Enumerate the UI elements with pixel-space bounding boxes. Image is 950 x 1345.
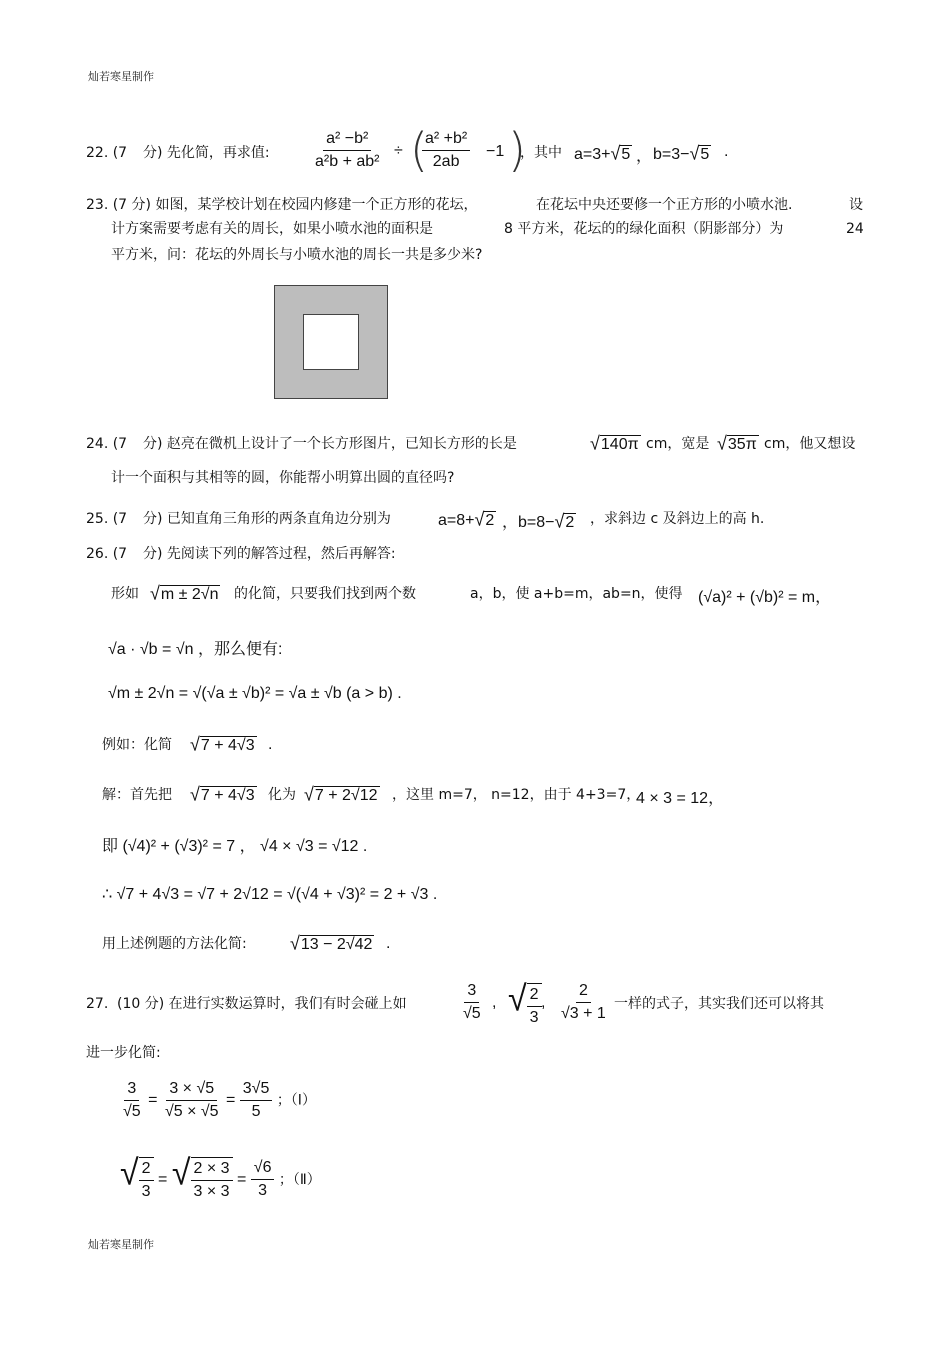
q26-line-6: 即 (√4)² + (√3)² = 7 ， √4 × √3 = √12 . — [102, 838, 368, 855]
q27-number: 27. — [86, 996, 109, 1012]
q24-length: √140π — [590, 432, 639, 454]
q27-example-fraction-2: √ $\frac{2}{3}$ — [508, 980, 542, 1029]
q27-text-1: (10 分) 在进行实数运算时，我们有时会碰上如 — [117, 996, 407, 1012]
q22-frac1-denominator: a²b + ab² — [315, 153, 380, 170]
q22-end: . — [724, 143, 729, 160]
q26-line-2: √a · √b = √n ，那么便有: — [108, 641, 283, 658]
q27-tag-2: ；（Ⅱ） — [278, 1171, 321, 1187]
q27-comma-1: , — [492, 994, 497, 1011]
q26-line-1d: (√a)² + (√b)² = m， — [698, 589, 832, 606]
q22-minus-one: −1 — [486, 143, 505, 160]
q27-equation-1: $\frac{3}{√5}$ = $\frac{3 \times √5}{√5 \times √5}$ = $\frac{3√5}{5}$ ；（Ⅰ） — [123, 1080, 316, 1120]
q23-line-1c: 设 — [849, 197, 863, 213]
q26-line-1a: 形如 — [111, 586, 139, 602]
q22-frac2-numerator: a² +b² — [422, 128, 470, 151]
q23-line-2c: 24 — [846, 221, 864, 237]
q22-left-paren: ( — [410, 123, 428, 177]
q27-line-2: 进一步化简: — [86, 1045, 161, 1061]
q22-b-value: b=3−√5 — [653, 142, 710, 164]
q22-instruction: 分) 先化简，再求值: — [143, 145, 270, 161]
q26-example-end: . — [268, 736, 273, 753]
q26-solution-b: 化为 — [268, 787, 296, 803]
q22-separator: ， — [636, 148, 653, 165]
q24-unit-2: cm，他又想设 — [764, 436, 856, 452]
q22-frac1-numerator: a² −b² — [323, 128, 371, 151]
q23-line-1b: 在花坛中央还要修一个正方形的小喷水池. — [536, 197, 793, 213]
q26-solution-radical-1: √7 + 4√3 — [190, 783, 255, 805]
q23-line-2b: 8 平方米，花坛的的绿化面积（阴影部分）为 — [504, 221, 784, 237]
q26-line-1b: 的化简，只要我们找到两个数 — [234, 586, 416, 602]
q25-b-value: ，b=8−√2 — [502, 510, 575, 532]
q26-line-1-radical: √m ± 2√n — [150, 582, 219, 604]
q25-a-value: a=8+√2 — [438, 508, 495, 530]
q22-a-value: a=3+√5 — [574, 142, 631, 164]
q26-solution-d: 4 × 3 = 12， — [636, 790, 725, 807]
q24-unit-1: cm，宽是 — [646, 436, 710, 452]
q27-text-2: 一样的式子，其实我们还可以将其 — [614, 996, 824, 1012]
q26-example-label: 例如：化简 — [102, 737, 172, 753]
q22-where: ，其中 — [520, 145, 562, 161]
q25-text-2: ，求斜边 c 及斜边上的高 h. — [590, 511, 765, 527]
q22-right-paren: ) — [508, 123, 526, 177]
q26-line-7: ∴ √7 + 4√3 = √7 + 2√12 = √(√4 + √3)² = 2 + √3 . — [102, 886, 438, 903]
q24-line-2: 计一个面积与其相等的圆，你能帮小明算出圆的直径吗? — [111, 470, 455, 486]
q24-width: √35π — [717, 432, 757, 454]
q27-example-fraction-1: $\frac{3}{√5}$ — [463, 982, 481, 1022]
q26-task-end: . — [386, 935, 391, 952]
q26-number: 26. (7 — [86, 546, 128, 562]
footer-maker: 灿若寒星制作 — [88, 1238, 154, 1251]
q23-line-3: 平方米，问：花坛的外周长与小喷水池的周长一共是多少米? — [111, 247, 483, 263]
q27-example-fraction-3: $\frac{2}{√3 + 1}$ — [561, 982, 606, 1022]
q26-line-1c: a，b，使 a+b=m，ab=n，使得 — [470, 586, 683, 602]
q26-solution-radical-2: √7 + 2√12 — [304, 783, 378, 805]
q26-task-radical: √13 − 2√42 — [290, 932, 373, 954]
q22-fraction-1 — [312, 128, 382, 173]
q25-text-1: 分) 已知直角三角形的两条直角边分别为 — [143, 511, 391, 527]
q22-fraction-2 — [422, 128, 470, 173]
q26-line-3: √m ± 2√n = √(√a ± √b)² = √a ± √b (a > b) . — [108, 685, 402, 702]
q26-text-1: 分) 先阅读下列的解答过程，然后再解答: — [143, 546, 396, 562]
q22-number: 22. (7 — [86, 145, 128, 161]
q24-number: 24. (7 — [86, 436, 128, 452]
flower-bed-figure — [274, 285, 388, 399]
q26-task-label: 用上述例题的方法化简: — [102, 936, 247, 952]
q27-equation-2: √ $\frac{2}{3}$ = √ $\frac{2 \times 3}{3 \times 3}$ = $\frac{√6}{3}$ ；（Ⅱ） — [120, 1153, 321, 1200]
q22-frac2-denominator: 2ab — [432, 153, 460, 170]
q25-number: 25. (7 — [86, 511, 128, 527]
q23-line-2: 计方案需要考虑有关的周长，如果小喷水池的面积是 — [111, 221, 433, 237]
q22-divide-sign: ÷ — [394, 142, 403, 159]
q26-example-radical: √7 + 4√3 — [190, 733, 255, 755]
header-maker: 灿若寒星制作 — [88, 70, 154, 83]
q27-tag-1: ；（Ⅰ） — [276, 1091, 316, 1108]
q27-comma-2: , — [541, 994, 546, 1011]
q26-solution-c: ，这里 m=7， n=12，由于 4+3=7， — [392, 787, 641, 803]
q24-text-1: 分) 赵亮在微机上设计了一个长方形图片，已知长方形的长是 — [143, 436, 517, 452]
q26-solution-a: 解：首先把 — [102, 787, 172, 803]
q23-line-1: 23. (7 分) 如图，某学校计划在校园内修建一个正方形的花坛， — [86, 197, 478, 213]
fountain-pool — [303, 314, 359, 370]
